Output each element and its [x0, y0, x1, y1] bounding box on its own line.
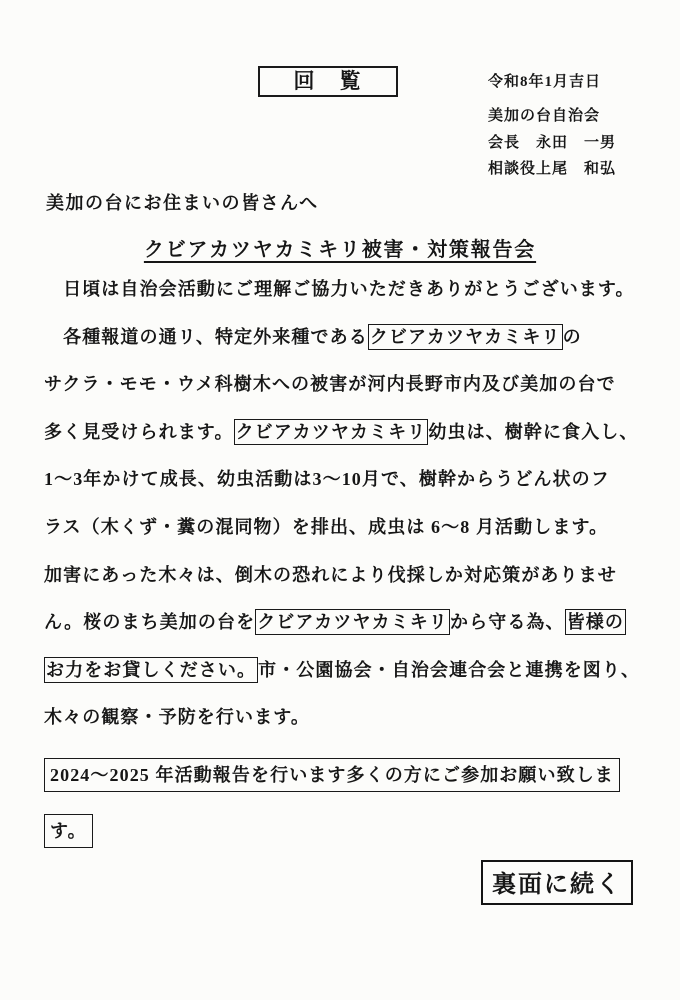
text-segment: ん。桜のまち美加の台を: [44, 612, 256, 633]
text-segment: 日頃は自治会活動にご理解ご協力いただきありがとうございます。: [44, 279, 635, 299]
body-line: [44, 314, 644, 362]
sender-block: [488, 103, 616, 183]
document-title: [0, 233, 680, 262]
sender-chairman: 会長 永田 一男: [488, 134, 617, 151]
text-segment: 幼虫は、樹幹に食入し、: [428, 421, 639, 442]
boxed-text: クビアカツヤカミキリ: [255, 609, 450, 635]
circulation-stamp: 回 覧: [258, 66, 398, 97]
boxed-text: 2024～2025 年活動報告を行います多くの方にご参加お願い致しま: [44, 758, 620, 792]
boxed-text: 皆様の: [565, 609, 626, 635]
boxed-text: お力をお貸しください。: [44, 657, 258, 683]
body-line: [44, 647, 644, 695]
text-segment: ラス（木くず・糞の混同物）を排出、成虫は 6～8 月活動します。: [44, 516, 609, 537]
body-line: [44, 552, 644, 600]
announcement: [44, 758, 644, 870]
sender-advisor: 相談役上尾 和弘: [488, 161, 617, 177]
body-line: [44, 694, 644, 742]
body-line: [44, 758, 644, 792]
body-line: [44, 409, 644, 457]
boxed-text: クビアカツヤカミキリ: [234, 419, 429, 445]
text-segment: 市・公園協会・自治会連合会と連携を図り、: [258, 659, 641, 680]
text-segment: 木々の観察・予防を行います。: [44, 707, 310, 728]
document-date: 令和8年1月吉日: [488, 74, 602, 90]
salutation: 美加の台にお住まいの皆さんへ: [46, 193, 319, 213]
document-title-text: クビアカツヤカミキリ被害・対策報告会: [143, 239, 537, 261]
continue-notice: 裏面に続く: [481, 860, 633, 905]
text-segment: 多く見受けられます。: [44, 421, 234, 442]
text-segment: から守る為、: [450, 612, 565, 633]
boxed-text: す。: [44, 814, 93, 848]
text-segment: 1～3年かけて成長、幼虫活動は3～10月で、樹幹からうどん状のフ: [44, 469, 610, 490]
boxed-text: クビアカツヤカミキリ: [368, 324, 563, 350]
body-line: [44, 599, 644, 647]
body-line: [44, 266, 644, 314]
text-segment: の: [562, 326, 582, 347]
body-line: [44, 456, 644, 504]
body-line: [44, 814, 644, 848]
text-segment: 各種報道の通リ、特定外来種である: [44, 326, 368, 347]
body-text: [44, 266, 644, 742]
text-segment: サクラ・モモ・ウメ科樹木への被害が河内長野市内及び美加の台で: [44, 374, 616, 395]
body-line: [44, 504, 644, 552]
body-line: [44, 361, 644, 409]
text-segment: 加害にあった木々は、倒木の恐れにより伐採しか対応策がありませ: [44, 564, 617, 585]
sender-org: 美加の台自治会: [488, 108, 601, 124]
